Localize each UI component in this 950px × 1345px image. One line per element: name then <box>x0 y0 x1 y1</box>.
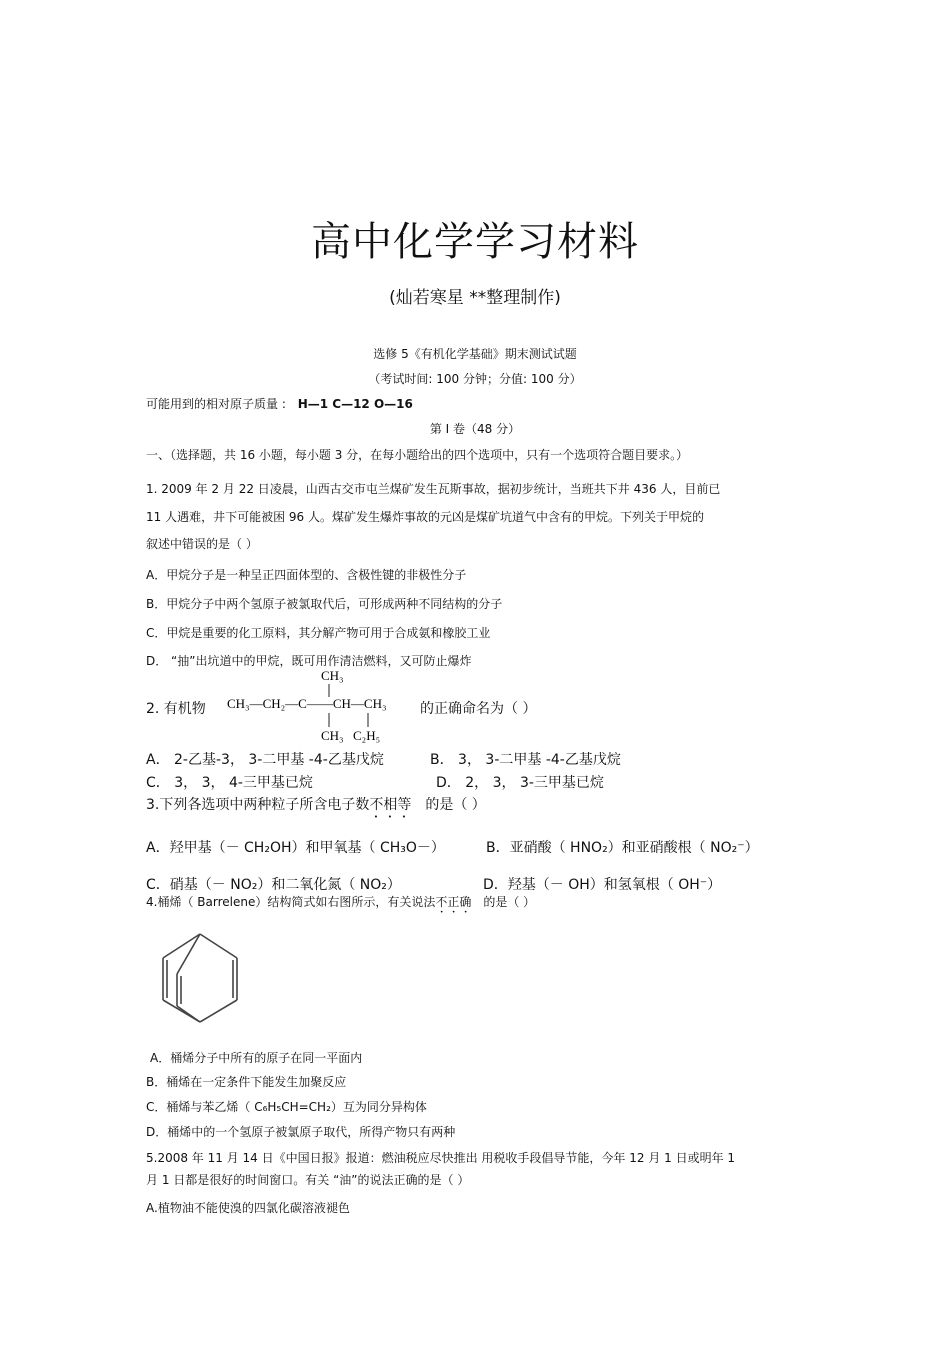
page-title: 高中化学学习材料 <box>311 219 639 265</box>
q5-line1: 5.2008 年 11 月 14 日《中国日报》报道：燃油税应尽快推出 用税收手段倡导节能，今年 12 月 1 日或明年 1 <box>146 1151 736 1165</box>
q1-option-c: C．甲烷是重要的化工原料，其分解产物可用于合成氨和橡胶工业 <box>146 626 491 640</box>
q3-option-b: B．亚硝酸（ HNO₂）和亚硝酸根（ NO₂⁻） <box>486 840 759 856</box>
q2-option-c: C． 3， 3， 4-三甲基已烷 <box>146 775 313 791</box>
q3-option-a: A．羟甲基（－ CH₂OH）和甲氧基（ CH₃O－） <box>146 840 445 856</box>
q3-option-c: C．硝基（－ NO₂）和二氧化氮（ NO₂） <box>146 877 401 893</box>
q2-prefix: 2. 有机物 <box>146 701 206 717</box>
q2-option-d: D． 2， 3， 3-三甲基已烷 <box>436 775 604 791</box>
q5-option-a: A.植物油不能使溴的四氯化碳溶液褪色 <box>146 1201 350 1215</box>
section-intro: 一、（选择题，共 16 小题，每小题 3 分，在每小题给出的四个选项中，只有一个选项符合题目要求。） <box>146 448 689 462</box>
q3-option-d: D．羟基（－ OH）和氢氧根（ OH⁻） <box>483 877 722 893</box>
q1-line2: 11 人遇难，井下可能被困 96 人。煤矿发生爆炸事故的元凶是煤矿坑道气中含有的甲烷。下列关于甲烷的 <box>146 510 704 524</box>
q2-suffix: 的正确命名为（ ） <box>420 701 537 717</box>
q1-line3: 叙述中错误的是（ ） <box>146 537 258 551</box>
page-subtitle: (灿若寒星 **整理制作) <box>389 288 561 308</box>
q4-option-a: A．桶烯分子中所有的原子在同一平面内 <box>150 1051 363 1065</box>
q4-stem: 4.桶烯（ Barrelene）结构简式如右图所示，有关说法不正确 的是（ ） <box>146 895 536 909</box>
q4-option-c: C．桶烯与苯乙烯（ C₆H₅CH=CH₂）互为同分异构体 <box>146 1100 427 1114</box>
q5-line2: 月 1 日都是很好的时间窗口。有关 “油”的说法正确的是（ ） <box>146 1173 470 1187</box>
q4-option-b: B．桶烯在一定条件下能发生加聚反应 <box>146 1075 347 1089</box>
q3-emphasis: 不相等 <box>369 797 412 813</box>
formula-bottom-right-group: C₂H₅ <box>353 728 381 743</box>
formula-main-chain: CH₃—CH₂—C——CH—CH₃ <box>227 696 387 711</box>
q1-option-d: D． “抽”出坑道中的甲烷，既可用作清洁燃料，又可防止爆炸 <box>146 654 472 668</box>
q2-option-a: A． 2-乙基-3， 3-二甲基 -4-乙基戊烷 <box>146 752 384 768</box>
barrelene-structure-image <box>155 928 245 1028</box>
q2-option-b: B． 3， 3-二甲基 -4-乙基戊烷 <box>430 752 621 768</box>
q1-option-a: A．甲烷分子是一种呈正四面体型的、含极性键的非极性分子 <box>146 568 467 582</box>
formula-bottom-left-group: CH₃ <box>321 728 344 743</box>
q1-option-b: B．甲烷分子中两个氢原子被氯取代后，可形成两种不同结构的分子 <box>146 597 503 611</box>
q4-emphasis: 不正确 <box>435 895 472 909</box>
exam-info: （考试时间: 100 分钟；分值: 100 分） <box>368 372 582 386</box>
exam-title: 选修 5《有机化学基础》期末测试试题 <box>373 347 577 361</box>
atomic-mass-line <box>146 395 413 412</box>
atomic-mass-values: H—1 C—12 O—16 <box>297 397 413 411</box>
structural-formula <box>222 665 417 745</box>
atomic-mass-label: 可能用到的相对原子质量 : <box>146 397 286 411</box>
formula-top-group: CH₃ <box>321 668 344 683</box>
q1-line1: 1. 2009 年 2 月 22 日凌晨，山西古交市屯兰煤矿发生瓦斯事故，据初步统计，当班共下井 436 人，目前已 <box>146 482 721 496</box>
q3-stem: 3.下列各选项中两种粒子所含电子数不相等 的是（ ） <box>146 797 486 813</box>
volume-label: 第 Ⅰ 卷（48 分） <box>429 422 521 436</box>
q4-option-d: D．桶烯中的一个氢原子被氯原子取代，所得产物只有两种 <box>146 1125 456 1139</box>
